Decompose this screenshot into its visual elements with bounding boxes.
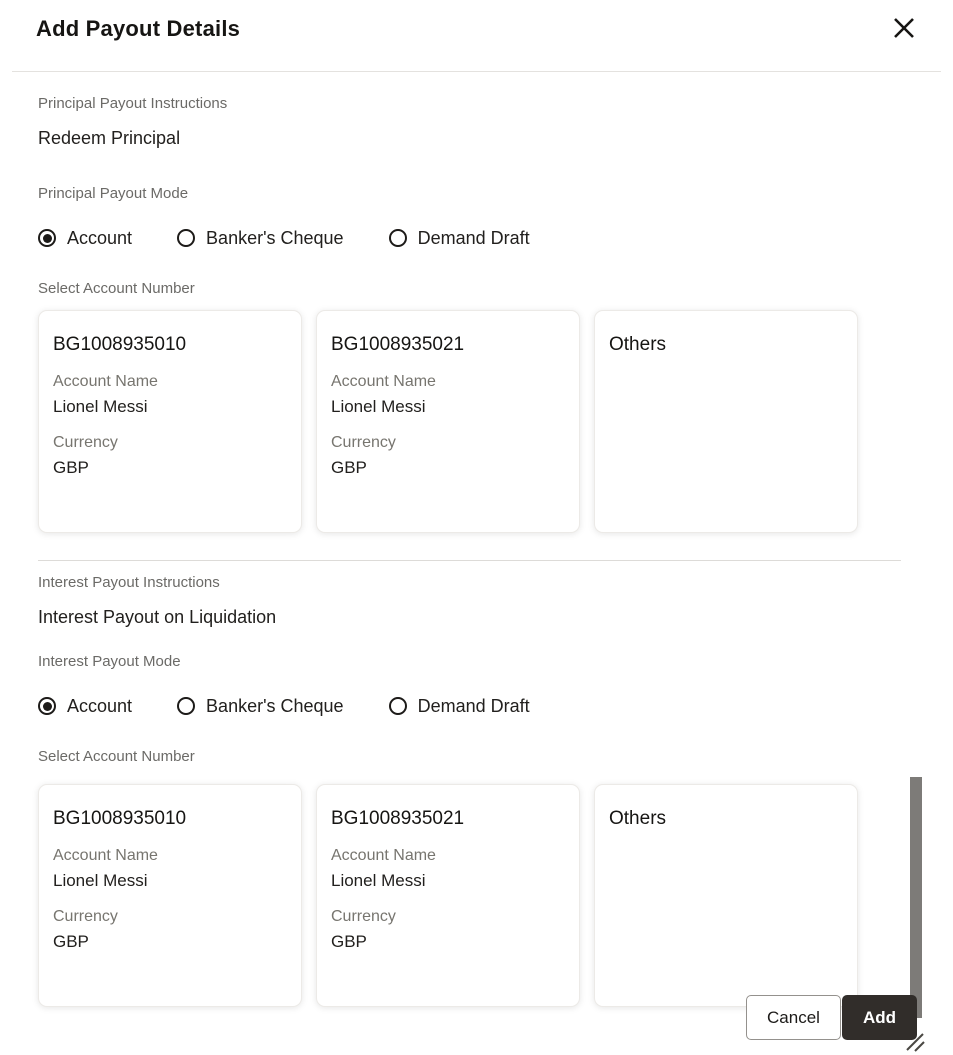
radio-selected-icon <box>38 697 56 715</box>
principal-payout-instructions-label: Principal Payout Instructions <box>38 95 228 112</box>
account-name-label: Account Name <box>53 847 158 864</box>
dialog-header <box>0 0 953 56</box>
interest-payout-instructions-value: Interest Payout on Liquidation <box>38 607 277 627</box>
interest-payout-instructions-label: Interest Payout Instructions <box>38 574 220 591</box>
account-card-others[interactable] <box>594 784 858 1007</box>
cancel-button[interactable]: Cancel <box>746 995 841 1040</box>
radio-unselected-icon <box>389 697 407 715</box>
radio-label: Banker's Cheque <box>206 227 344 248</box>
interest-select-account-label: Select Account Number <box>38 748 195 765</box>
close-icon <box>891 15 917 44</box>
account-card-bg1008935010[interactable] <box>38 310 302 533</box>
principal-payout-mode-group <box>38 227 901 249</box>
currency-label: Currency <box>53 908 118 925</box>
radio-label: Account <box>67 227 133 248</box>
interest-payout-mode-group <box>38 695 901 717</box>
account-number: BG1008935010 <box>53 808 187 829</box>
add-button[interactable]: Add <box>842 995 917 1040</box>
currency-value: GBP <box>53 458 89 477</box>
currency-value: GBP <box>53 932 89 951</box>
account-card-bg1008935021[interactable] <box>316 784 580 1007</box>
principal-select-account-label: Select Account Number <box>38 280 195 297</box>
principal-mode-radio-bankers-cheque[interactable] <box>177 228 344 249</box>
account-number: Others <box>609 808 667 829</box>
dialog-body <box>0 95 953 1007</box>
radio-label: Account <box>67 695 133 716</box>
principal-payout-instructions-value: Redeem Principal <box>38 128 181 148</box>
account-name-label: Account Name <box>331 373 436 390</box>
currency-label: Currency <box>331 434 396 451</box>
radio-label: Demand Draft <box>417 695 530 716</box>
radio-label: Demand Draft <box>417 227 530 248</box>
radio-label: Banker's Cheque <box>206 695 344 716</box>
interest-mode-radio-demand-draft[interactable] <box>389 696 530 717</box>
section-divider <box>38 560 901 561</box>
account-name-value: Lionel Messi <box>53 397 148 416</box>
currency-label: Currency <box>53 434 118 451</box>
principal-mode-radio-demand-draft[interactable] <box>389 228 530 249</box>
account-number: BG1008935021 <box>331 334 465 355</box>
principal-account-cards <box>38 310 901 533</box>
radio-unselected-icon <box>389 229 407 247</box>
radio-selected-icon <box>38 229 56 247</box>
dialog-title: Add Payout Details <box>36 16 241 41</box>
currency-value: GBP <box>331 458 367 477</box>
header-divider <box>12 71 941 72</box>
account-card-bg1008935010[interactable] <box>38 784 302 1007</box>
account-card-bg1008935021[interactable] <box>316 310 580 533</box>
account-name-label: Account Name <box>53 373 158 390</box>
radio-unselected-icon <box>177 229 195 247</box>
principal-payout-mode-label: Principal Payout Mode <box>38 185 189 202</box>
account-number: Others <box>609 334 667 355</box>
principal-mode-radio-account[interactable] <box>38 228 132 249</box>
interest-payout-mode-label: Interest Payout Mode <box>38 653 181 670</box>
interest-mode-radio-account[interactable] <box>38 696 132 717</box>
account-name-label: Account Name <box>331 847 436 864</box>
currency-label: Currency <box>331 908 396 925</box>
account-card-others[interactable] <box>594 310 858 533</box>
vertical-scrollbar-thumb[interactable] <box>910 777 922 1018</box>
close-button[interactable] <box>889 14 919 44</box>
account-name-value: Lionel Messi <box>331 397 426 416</box>
currency-value: GBP <box>331 932 367 951</box>
account-name-value: Lionel Messi <box>331 871 426 890</box>
interest-mode-radio-bankers-cheque[interactable] <box>177 696 344 717</box>
account-number: BG1008935021 <box>331 808 465 829</box>
account-name-value: Lionel Messi <box>53 871 148 890</box>
interest-account-cards <box>38 784 901 1007</box>
radio-unselected-icon <box>177 697 195 715</box>
account-number: BG1008935010 <box>53 334 187 355</box>
